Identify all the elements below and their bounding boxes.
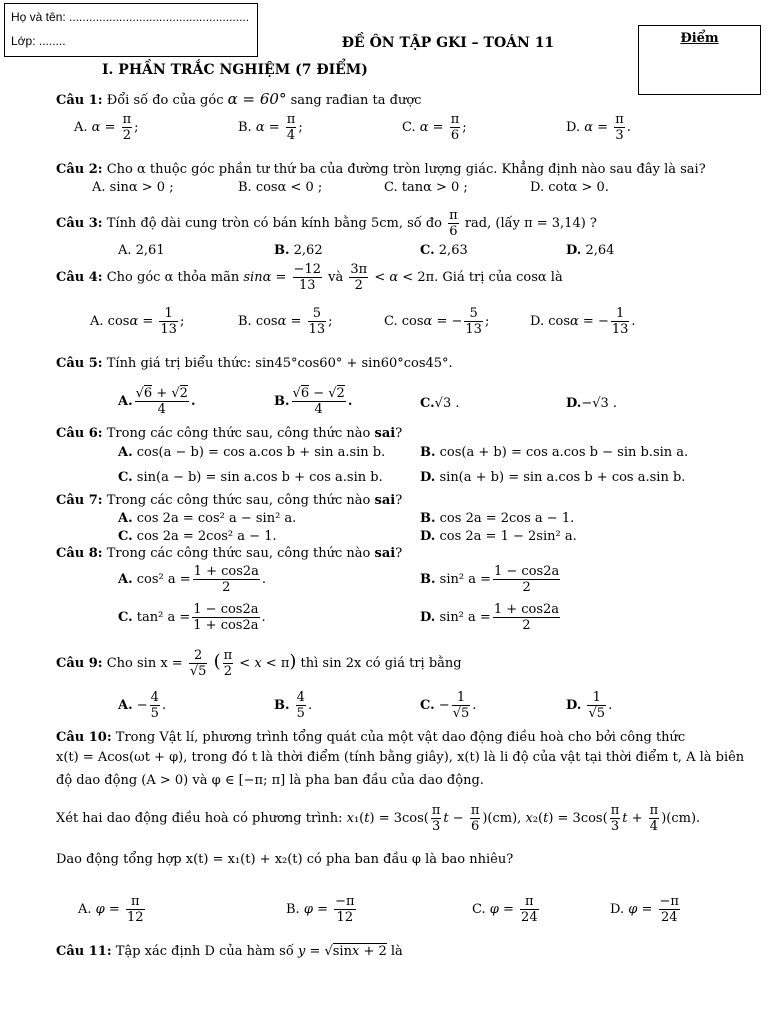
q6-option-c: C. sin(a − b) = sin a.cos b + cos a.sin b. bbox=[118, 470, 383, 485]
q1-option-a: A. α = $\frac{\pi}{2}$ ; bbox=[74, 112, 139, 143]
q1-text-b: sang rađian ta được bbox=[290, 93, 422, 108]
q10-line-3: độ dao động (A > 0) và φ ∈ [−π; π] là pha ban đầu của dao động. bbox=[56, 773, 484, 788]
question-2: Câu 2: Cho α thuộc góc phần tư thứ ba của đường tròn lượng giác. Khẳng định nào sau đây là sai? bbox=[56, 162, 706, 177]
q3-option-a: A. 2,61 bbox=[118, 243, 165, 258]
q9-option-c: C. − $\frac{1}{√5}$ . bbox=[420, 690, 477, 721]
q4-option-b: B. cosα = $\frac{5}{13}$ ; bbox=[238, 306, 333, 337]
exam-title: ĐỀ ÔN TẬP GKI – TOÁN 11 bbox=[341, 35, 555, 51]
q9-option-d: D. $\frac{1}{√5}$ . bbox=[566, 690, 613, 721]
q10-line-2: x(t) = Acos(ωt + φ), trong đó t là thời điểm (tính bằng giây), x(t) là li độ của vật tại thời điểm t, A là biên bbox=[56, 750, 745, 765]
q7-option-b: B. cos 2a = 2cos a − 1. bbox=[420, 511, 575, 526]
q10-option-a: A. φ = $\frac{\pi}{12}$ bbox=[78, 894, 144, 925]
question-4: Câu 4: Cho góc α thỏa mãn sinα = $\frac{-12}{13}$ và $\frac{3\pi}{2}$ < α < 2π. Giá trị của cosα là bbox=[56, 262, 563, 293]
q7-option-d: D. cos 2a = 1 − 2sin² a. bbox=[420, 529, 577, 544]
q6-option-b: B. cos(a + b) = cos a.cos b − sin b.sin a. bbox=[420, 445, 689, 460]
name-line: Họ và tên: ...................................................... bbox=[11, 10, 250, 24]
q4-option-d: D. cosα = − $\frac{1}{13}$ . bbox=[530, 306, 636, 337]
question-5: Câu 5: Tính giá trị biểu thức: sin45°cos60° + sin60°cos45°. bbox=[56, 356, 453, 371]
q1-option-d: D. α = $\frac{\pi}{3}$ . bbox=[566, 112, 631, 143]
q4-option-a: A. cosα = $\frac{1}{13}$ ; bbox=[90, 306, 185, 337]
student-info-box bbox=[4, 3, 258, 57]
score-box bbox=[638, 25, 761, 95]
q5-option-b: B. $\frac{√6 - √2}{4}$ . bbox=[274, 386, 353, 417]
question-1: Câu 1: Đổi số đo của góc α = 60° sang rađian ta được bbox=[56, 90, 422, 108]
q7-option-a: A. cos 2a = cos² a − sin² a. bbox=[118, 511, 297, 526]
class-line: Lớp: ........ bbox=[11, 34, 66, 48]
q6-option-d: D. sin(a + b) = sin a.cos b + cos a.sin b. bbox=[420, 470, 686, 485]
q9-option-b: B. $\frac{4}{5}$ . bbox=[274, 690, 313, 721]
q1-label: Câu 1: bbox=[56, 93, 103, 108]
q3-option-b: B. 2,62 bbox=[274, 243, 323, 258]
question-6: Câu 6: Trong các công thức sau, công thức nào sai? bbox=[56, 426, 403, 441]
q4-text: Cho góc α thỏa mãn bbox=[106, 270, 240, 285]
q10-option-b: B. φ = $\frac{-\pi}{12}$ bbox=[286, 894, 355, 925]
q10-option-c: C. φ = $\frac{\pi}{24}$ bbox=[472, 894, 538, 925]
q2-option-b: B. cosα < 0 ; bbox=[238, 180, 323, 195]
score-label: Điểm bbox=[680, 31, 719, 46]
question-10: Câu 10: Trong Vật lí, phương trình tổng quát của một vật dao động điều hoà cho bởi công thức bbox=[56, 730, 686, 745]
q10-line-4: Xét hai dao động điều hoà có phương trình: x₁(t) = 3cos( $\frac{\pi}{3}$ t − $\frac{\pi}{6}$ )(cm), x₂(t) = 3cos( $\frac{\pi}{3}$ t + $\frac{\pi}{4}$ )(cm). bbox=[56, 803, 701, 834]
section-heading: I. PHẦN TRẮC NGHIỆM (7 ĐIỂM) bbox=[102, 62, 368, 78]
q2-option-c: C. tanα > 0 ; bbox=[384, 180, 468, 195]
q3-option-c: C. 2,63 bbox=[420, 243, 468, 258]
q8-option-a: A. cos² a = $\frac{1 + \cos 2a}{2}$ . bbox=[118, 564, 267, 595]
q10-option-d: D. φ = $\frac{-\pi}{24}$ bbox=[610, 894, 679, 925]
q3-text-b: rad, (lấy π = 3,14) ? bbox=[464, 216, 597, 231]
question-3: Câu 3: Tính độ dài cung tròn có bán kính bằng 5cm, số đo $\frac{\pi}{6}$ rad, (lấy π = 3,14) ? bbox=[56, 208, 597, 239]
q10-line-5: Dao động tổng hợp x(t) = x₁(t) + x₂(t) có pha ban đầu φ là bao nhiêu? bbox=[56, 852, 514, 867]
q2-option-d: D. cotα > 0. bbox=[530, 180, 609, 195]
q2-text: Cho α thuộc góc phần tư thứ ba của đường tròn lượng giác. Khẳng định nào sau đây là sai? bbox=[106, 162, 706, 177]
q4-option-c: C. cosα = − $\frac{5}{13}$ ; bbox=[384, 306, 490, 337]
q7-option-c: C. cos 2a = 2cos² a − 1. bbox=[118, 529, 277, 544]
q5-option-a: A. $\frac{√6 + √2}{4}$ . bbox=[118, 386, 196, 417]
question-11: Câu 11: Tập xác định D của hàm số y = √sinx + 2 là bbox=[56, 944, 403, 959]
q1-option-b: B. α = $\frac{\pi}{4}$ ; bbox=[238, 112, 303, 143]
q2-option-a: A. sinα > 0 ; bbox=[92, 180, 174, 195]
q3-option-d: D. 2,64 bbox=[566, 243, 615, 258]
q8-option-c: C. tan² a = $\frac{1 - \cos 2a}{1 + \cos 2a}$ . bbox=[118, 602, 266, 633]
q6-option-a: A. cos(a − b) = cos a.cos b + sin a.sin b. bbox=[118, 445, 386, 460]
q8-option-d: D. sin² a = $\frac{1 + \cos 2a}{2}$ bbox=[420, 602, 560, 633]
q1-text: Đổi số đo của góc bbox=[106, 93, 224, 108]
q8-option-b: B. sin² a = $\frac{1 - \cos 2a}{2}$ bbox=[420, 564, 560, 595]
q3-text: Tính độ dài cung tròn có bán kính bằng 5cm, số đo bbox=[106, 216, 443, 231]
q1-option-c: C. α = $\frac{\pi}{6}$ ; bbox=[402, 112, 467, 143]
question-8: Câu 8: Trong các công thức sau, công thức nào sai? bbox=[56, 546, 403, 561]
question-9: Câu 9: Cho sin x = $\frac{2}{√5}$ ( $\frac{\pi}{2}$ < x < π) thì sin 2x có giá trị bằng bbox=[56, 648, 462, 679]
q5-option-c: C.√3 . bbox=[420, 396, 460, 411]
q5-text: Tính giá trị biểu thức: sin45°cos60° + sin60°cos45°. bbox=[106, 356, 453, 371]
q5-option-d: D.−√3 . bbox=[566, 396, 618, 411]
q9-option-a: A. − $\frac{4}{5}$ . bbox=[118, 690, 167, 721]
question-7: Câu 7: Trong các công thức sau, công thức nào sai? bbox=[56, 493, 403, 508]
